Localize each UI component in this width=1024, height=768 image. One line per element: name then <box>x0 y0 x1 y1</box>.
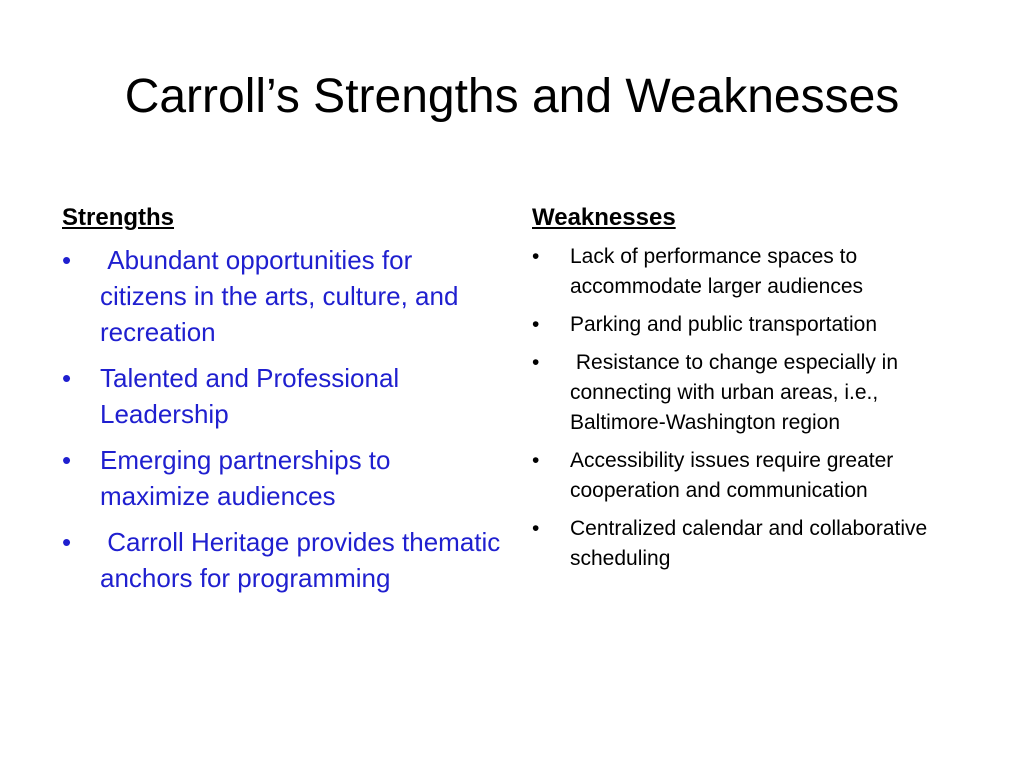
strength-item <box>62 360 502 432</box>
weakness-item <box>532 348 972 438</box>
weakness-item <box>532 242 972 302</box>
bullet-icon: • <box>62 445 72 475</box>
weaknesses-column <box>532 200 972 582</box>
strengths-list <box>62 242 508 596</box>
strength-item <box>62 242 502 350</box>
weakness-text: Resistance to change especially in connecting with urban areas, i.e., Baltimore-Washington region <box>570 351 904 434</box>
bullet-icon: • <box>62 363 72 393</box>
weaknesses-heading: Weaknesses <box>532 204 676 231</box>
bullet-icon: • <box>62 245 72 275</box>
bullet-icon: • <box>532 517 540 540</box>
strength-text: Abundant opportunities for citizens in the arts, culture, and recreation <box>100 245 466 347</box>
bullet-icon: • <box>532 449 540 472</box>
strength-text: Carroll Heritage provides thematic anchors for programming <box>100 527 508 593</box>
weakness-item <box>532 310 972 340</box>
strength-item <box>62 524 508 596</box>
weakness-item <box>532 514 972 574</box>
bullet-icon: • <box>532 351 540 374</box>
weakness-text: Parking and public transportation <box>570 313 878 336</box>
bullet-icon: • <box>532 313 540 336</box>
weakness-item <box>532 446 972 506</box>
weakness-text: Centralized calendar and collaborative scheduling <box>570 517 934 570</box>
strengths-column <box>62 200 508 606</box>
strength-text: Talented and Professional Leadership <box>100 363 407 429</box>
weakness-text: Lack of performance spaces to accommodate larger audiences <box>570 245 863 298</box>
weaknesses-list <box>532 242 972 574</box>
strengths-heading: Strengths <box>62 204 175 231</box>
bullet-icon: • <box>532 245 540 268</box>
bullet-icon: • <box>62 527 72 557</box>
strength-item <box>62 442 502 514</box>
weakness-text: Accessibility issues require greater cooperation and communication <box>570 449 900 502</box>
strength-text: Emerging partnerships to maximize audiences <box>100 445 398 511</box>
slide-title: Carroll’s Strengths and Weaknesses <box>124 70 900 123</box>
